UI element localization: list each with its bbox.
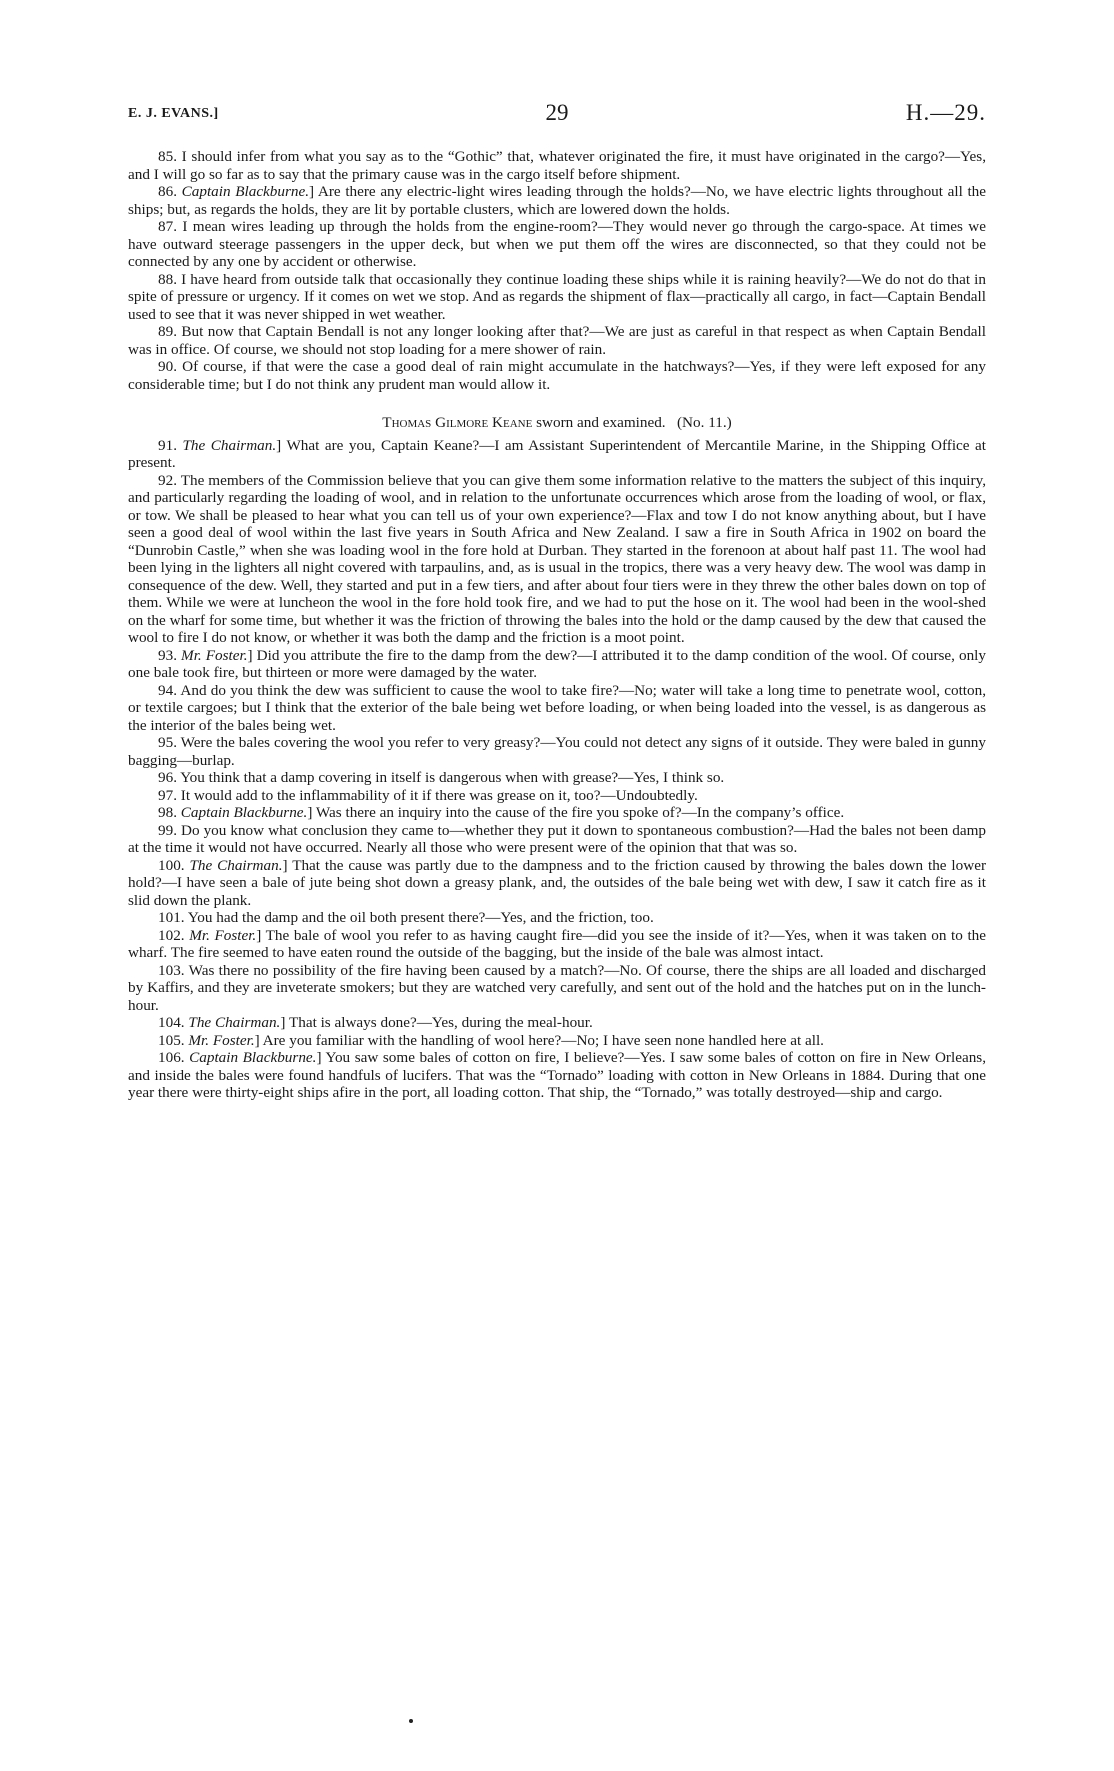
- question-text: And do you think the dew was sufficient to cause the wool to take fire?—No; water will take a long time to penetrate wool, cotton, or textile cargoes; but I think that the exterior of the bale being wet before loading, or when being loaded into the vessel, is as dangerous as the interior of the bales being wet.: [128, 681, 986, 734]
- evidence-block-1: [128, 148, 986, 393]
- question-text: Was there an inquiry into the cause of the fire you spoke of?—In the company’s office.: [315, 804, 845, 821]
- question-text: You saw some bales of cotton on fire, I believe?—Yes. I saw some bales of cotton on fire in New Orleans, and inside the bales were found handfuls of lucifers. That was the “Tornado” loading with cotton in New Orleans in 1884. During that one year there were thirty-eight ships afire in the port, all loading cotton. That ship, the “Tornado,” was totally destroyed—ship and cargo.: [128, 1049, 986, 1101]
- question-text: That the cause was partly due to the dampness and to the friction caused by throwing the bales down the lower hold?—I have seen a bale of jute being shot down a greasy plank, and, the outsides of the bale being wet with dew, I saw it catch fire as it slid down the plank.: [128, 856, 986, 909]
- question-number: 97.: [158, 786, 177, 804]
- witness-number: (No. 11.): [677, 414, 732, 431]
- question-number: 91.: [158, 436, 177, 454]
- question-text: I should infer from what you say as to the “Gothic” that, whatever originated the fire, it must have originated in the cargo?—Yes, and I will go so far as to say that the primary cause was in the cargo itself before shipment.: [128, 148, 986, 183]
- question-text: You had the damp and the oil both present there?—Yes, and the friction, too.: [187, 909, 654, 926]
- question-paragraph: [128, 271, 986, 324]
- speaker-name: Captain Blackburne.: [181, 183, 310, 200]
- question-number: 88.: [158, 270, 177, 288]
- question-paragraph: [128, 787, 986, 805]
- question-paragraph: 102. Mr. Foster.] The bale of wool you refer to as having caught fire—did you see the inside of it?—Yes, when it was taken on to the wharf. The fire seemed to have eaten round the outside of the bagging, but the inside of the bale was almost intact.: [128, 926, 987, 961]
- question-paragraph: [128, 148, 986, 183]
- question-text: But now that Captain Bendall is not any longer looking after that?—We are just as careful in that respect as when Captain Bendall was in office. Of course, we should not stop loading for a mere shower of rain.: [128, 323, 986, 358]
- speaker-name: Mr. Foster.: [188, 1031, 255, 1049]
- question-text: I have heard from outside talk that occasionally they continue loading these ships while it is raining heavily?—We do not do that in spite of pressure or urgency. If it comes on wet we stop. And as regards the shipment of flax—practically all cargo, in fact—Captain Bendall used to see that it was never shipped in wet weather.: [128, 270, 986, 323]
- question-text: I mean wires leading up through the holds from the engine-room?—They would never go through the cargo-space. At times we have outward steerage passengers in the upper deck, but when we put them off the wires are disconnected, so that they could not be connected by any one by accident or otherwise.: [128, 218, 986, 270]
- stray-mark: [409, 1719, 413, 1723]
- speaker-name: The Chairman.: [189, 856, 283, 874]
- page-header: [128, 100, 986, 128]
- question-paragraph: 91. The Chairman.] What are you, Captain Keane?—I am Assistant Superintendent of Mercantile Marine, in the Shipping Office at present.: [128, 436, 986, 471]
- question-paragraph: [128, 962, 986, 1015]
- question-paragraph: 93. Mr. Foster.] Did you attribute the fire to the damp from the dew?—I attributed it to the damp condition of the wool. Of course, only one bale took fire, but thirteen or more were damaged by the water.: [128, 646, 986, 681]
- question-number: 105.: [158, 1031, 185, 1049]
- question-paragraph: [128, 323, 986, 358]
- question-paragraph: [128, 358, 986, 393]
- witness-name: Thomas Gilmore Keane: [382, 414, 533, 431]
- question-paragraph: [128, 822, 986, 857]
- question-text: The bale of wool you refer to as having caught fire—did you see the inside of it?—Yes, when it was taken on to the wharf. The fire seemed to have eaten round the outside of the bagging, but the inside of the bale was almost intact.: [128, 926, 987, 961]
- question-text: It would add to the inflammability of it if there was grease on it, too?—Undoubtedly.: [180, 786, 698, 804]
- question-text: What are you, Captain Keane?—I am Assistant Superintendent of Mercantile Marine, in the Shipping Office at present.: [128, 436, 986, 471]
- question-number: 90.: [158, 358, 177, 375]
- document-body: [128, 148, 986, 1102]
- speaker-name: Mr. Foster.: [181, 646, 248, 664]
- question-paragraph: [128, 682, 986, 735]
- question-number: 99.: [158, 821, 177, 839]
- question-number: 95.: [158, 734, 177, 751]
- speaker-name: Captain Blackburne.: [180, 804, 308, 821]
- question-text: Did you attribute the fire to the damp from the dew?—I attributed it to the damp condition of the wool. Of course, only one bale took fire, but thirteen or more were damaged by the water.: [128, 646, 986, 681]
- evidence-block-2: [128, 437, 986, 1102]
- question-text: Was there no possibility of the fire having been caused by a match?—No. Of course, there the ships are all loaded and discharged by Kaffirs, and they are inveterate smokers; but they are watched very carefully, and sent out of the hold and the hatches put on in the lunch-hour.: [128, 961, 986, 1014]
- question-text: Do you know what conclusion they came to—whether they put it down to spontaneous combustion?—Had the bales not been damp at the time it would not have occurred. Nearly all those who were present were of the opinion that that was so.: [128, 821, 987, 856]
- question-text: Of course, if that were the case a good deal of rain might accumulate in the hatchways?—Yes, if they were left exposed for any considerable time; but I do not think any prudent man would allow it.: [128, 358, 986, 393]
- witness-sworn: sworn and examined.: [532, 414, 666, 431]
- question-text: Are you familiar with the handling of wool here?—No; I have seen none handled here at all.: [262, 1031, 824, 1049]
- question-number: 101.: [158, 909, 185, 926]
- question-text: The members of the Commission believe that you can give them some information relative to the matters the subject of this inquiry, and particularly regarding the loading of wool, and in relation to the unfortunate occurrences which arose from the loading of wool, or flax, or tow. We shall be pleased to hear what you can tell us of your own experience?—Flax and tow I do not know anything about, but I have seen a good deal of wool within the last five years in South Africa and New Zealand. I saw a fire in South Africa in 1902 on board the “Dunrobin Castle,” when she was loading wool in the fore hold at Durban. They started in the forenoon at about half past 11. The wool had been lying in the lighters all night covered with tarpaulins, and, as is usual in the tropics, there was a very heavy dew. The wool was damp in consequence of the dew. Well, they started and put in a few tiers, and after about four tiers were in they threw the other bales down on top of them. While we were at luncheon the wool in the fore hold took fire, and we had to put the hose on it. The wool had been in the wool-shed on the wharf for some time, but whether it was the friction of throwing the bales into the hold or the damp caused by the dew that caused the wool to fire I do not know, or whether it was both the damp and the friction is a moot point.: [128, 471, 986, 646]
- speaker-name: Mr. Foster.: [189, 926, 257, 944]
- question-number: 87.: [158, 218, 177, 235]
- question-paragraph: 106. Captain Blackburne.] You saw some bales of cotton on fire, I believe?—Yes. I saw some bales of cotton on fire in New Orleans, and inside the bales were found handfuls of lucifers. That was the “Tornado” loading with cotton in New Orleans in 1884. During that one year there were thirty-eight ships afire in the port, all loading cotton. That ship, the “Tornado,” was totally destroyed—ship and cargo.: [128, 1049, 986, 1101]
- question-number: 96.: [158, 769, 177, 786]
- question-text: That is always done?—Yes, during the meal-hour.: [288, 1014, 593, 1031]
- speaker-name: The Chairman.: [188, 1014, 281, 1031]
- header-witness-ref: E. J. EVANS.]: [128, 106, 219, 121]
- question-number: 104.: [158, 1014, 185, 1031]
- question-number: 94.: [158, 681, 177, 699]
- question-number: 98.: [158, 804, 177, 821]
- question-number: 102.: [158, 926, 185, 944]
- question-paragraph: 100. The Chairman.] That the cause was partly due to the dampness and to the friction caused by throwing the bales down the lower hold?—I have seen a bale of jute being shot down a greasy plank, and, the outsides of the bale being wet with dew, I saw it catch fire as it slid down the plank.: [128, 856, 986, 909]
- paper-reference: H.—29.: [905, 100, 986, 125]
- speaker-name: The Chairman.: [182, 436, 277, 454]
- speaker-name: Captain Blackburne.: [189, 1049, 317, 1066]
- question-paragraph: [128, 769, 986, 787]
- question-number: 92.: [158, 471, 177, 489]
- question-number: 85.: [158, 148, 177, 165]
- question-text: Are there any electric-light wires leading through the holds?—No, we have electric lights throughout all the ships; but, as regards the holds, they are lit by portable clusters, which are lowered down the holds.: [128, 183, 986, 218]
- question-text: You think that a damp covering in itself is dangerous when with grease?—Yes, I think so.: [180, 769, 725, 786]
- question-number: 86.: [158, 183, 177, 200]
- question-paragraph: 98. Captain Blackburne.] Was there an inquiry into the cause of the fire you spoke of?—In the company’s office.: [158, 804, 845, 821]
- question-paragraph: [128, 472, 986, 647]
- question-text: Were the bales covering the wool you refer to very greasy?—You could not detect any signs of it outside. They were baled in gunny bagging—burlap.: [128, 734, 986, 769]
- question-number: 100.: [158, 856, 185, 874]
- question-paragraph: [128, 734, 986, 769]
- question-paragraph: 86. Captain Blackburne.] Are there any electric-light wires leading through the holds?—No, we have electric lights throughout all the ships; but, as regards the holds, they are lit by portable clusters, which are lowered down the holds.: [128, 183, 986, 218]
- question-paragraph: 105. Mr. Foster.] Are you familiar with the handling of wool here?—No; I have seen none handled here at all.: [158, 1031, 824, 1049]
- witness-heading: [128, 414, 986, 432]
- question-paragraph: 104. The Chairman.] That is always done?—Yes, during the meal-hour.: [158, 1014, 593, 1031]
- question-paragraph: [128, 218, 986, 271]
- question-paragraph: [128, 909, 986, 927]
- question-number: 103.: [158, 961, 185, 979]
- page-number: 29: [545, 100, 569, 125]
- question-number: 93.: [158, 646, 177, 664]
- question-number: 89.: [158, 323, 177, 340]
- question-number: 106.: [158, 1049, 185, 1066]
